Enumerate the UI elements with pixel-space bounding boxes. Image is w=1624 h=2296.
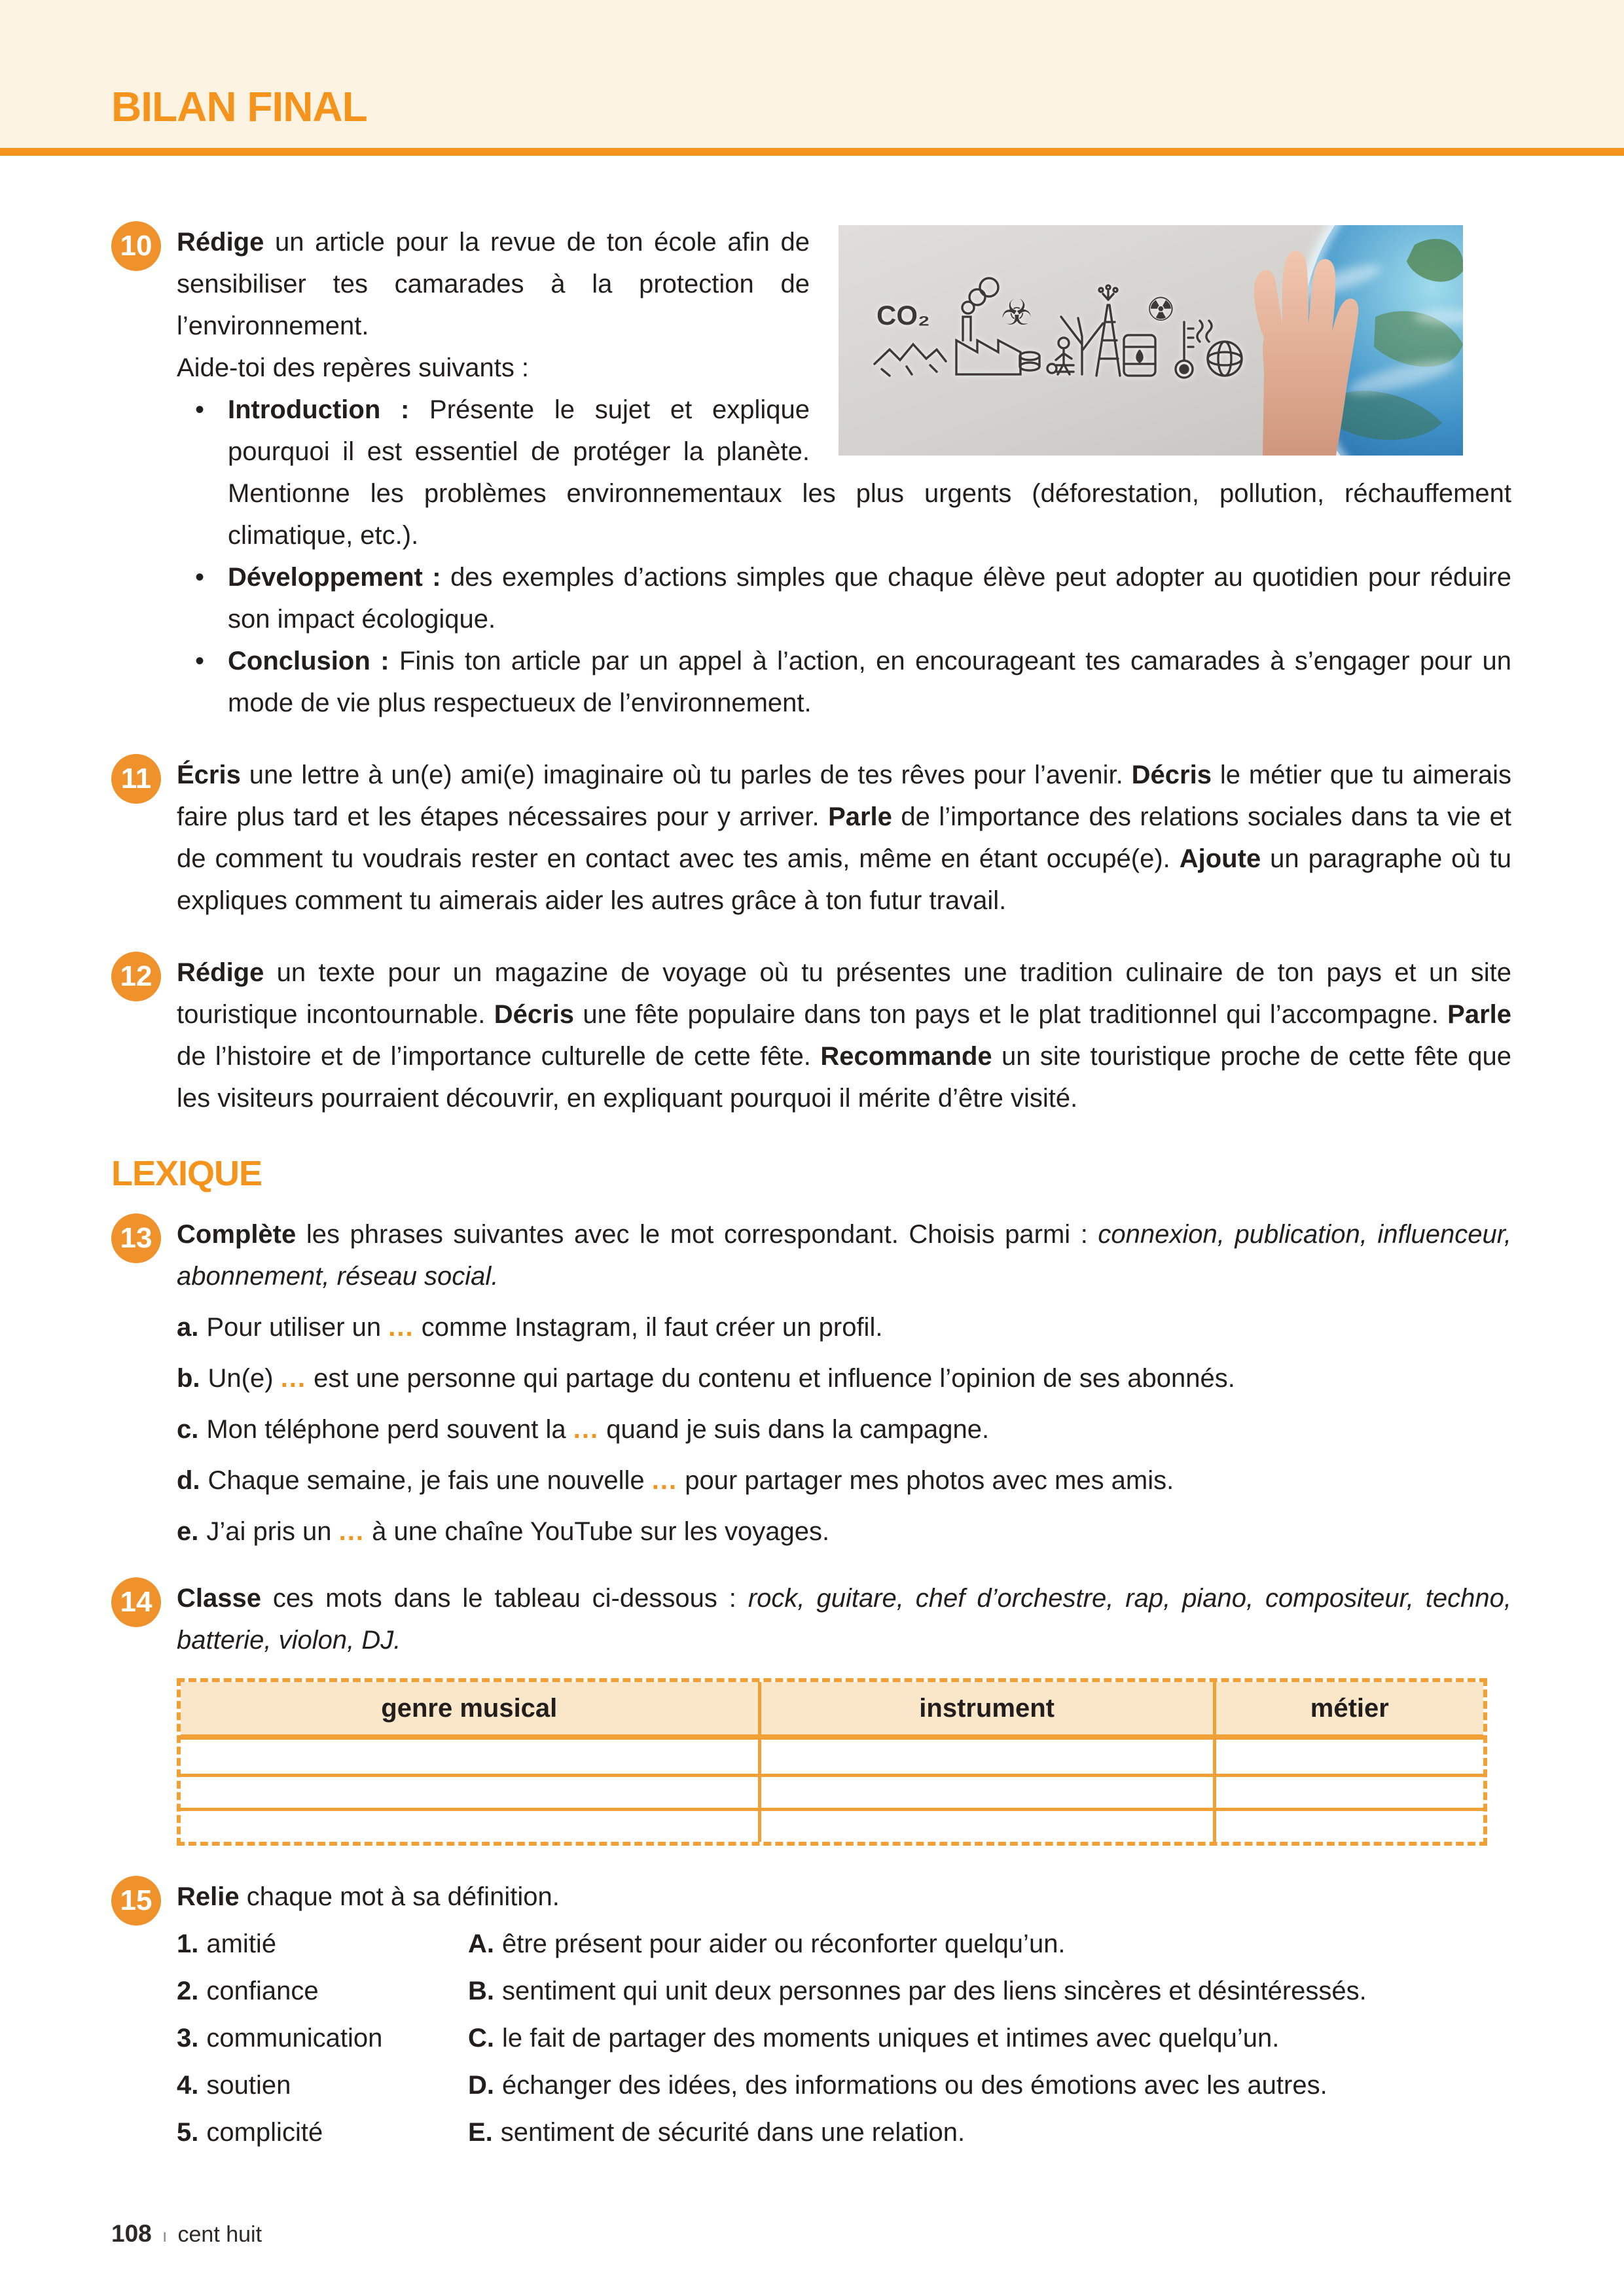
text-run: est une personne qui partage du contenu et influence l’opinion de ses abonnés. [306, 1364, 1235, 1393]
table-header-genre-musical: genre musical [181, 1682, 758, 1740]
exercise-number-badge: 12 [111, 952, 161, 1001]
table-cell-empty [1213, 1740, 1483, 1774]
text-run: ces mots dans le tableau ci-dessous : [261, 1584, 748, 1613]
keyword: Ajoute [1179, 844, 1261, 873]
item-number: 5. [177, 2118, 199, 2147]
exercise-number-badge: 14 [111, 1577, 161, 1627]
keyword: Relie [177, 1882, 240, 1911]
biohazard-icon: ☣ [1001, 293, 1033, 332]
text-run: Mon téléphone perd souvent la [206, 1415, 573, 1444]
footer-page-text: cent huit [177, 2222, 262, 2247]
item-label: d. [177, 1466, 200, 1495]
item-number: 3. [177, 2024, 199, 2053]
item-label: e. [177, 1517, 199, 1546]
table-cell-empty [181, 1740, 758, 1774]
definition-letter: B. [468, 1977, 494, 2005]
exercise-15 [111, 1876, 1511, 2153]
exercise-number-badge: 11 [111, 754, 161, 804]
blank-placeholder: ... [280, 1364, 307, 1393]
list-item-conclusion [177, 640, 1511, 724]
text-run: chaque mot à sa définition. [239, 1882, 560, 1911]
exercise-11 [111, 754, 1511, 922]
table-header-instrument: instrument [758, 1682, 1213, 1740]
exercise-14-intro [177, 1577, 1511, 1661]
keyword: Recommande [820, 1042, 992, 1071]
text-run: un site touristique proche de cette fête que les visiteurs pourraient découvrir, en expliquant pourquoi il mérite d’être visité. [177, 1042, 1511, 1113]
table-cell-empty [1213, 1808, 1483, 1842]
text-run: Présente le sujet et explique pourquoi il est essentiel de protéger la planète. Mentionne les problèmes environnementaux les plus urgents (déforestation, pollution, réchauffement climatique, etc.). [228, 395, 1511, 550]
word: amitié [206, 1929, 277, 1958]
text-run: Finis ton article par un appel à l’action, en encourageant tes camarades à s’engager pour un mode de vie plus respectueux de l’environnement. [228, 647, 1511, 717]
text-run: une lettre à un(e) ami(e) imaginaire où tu parles de tes rêves pour l’avenir. [240, 761, 1132, 789]
match-row-4 [177, 2064, 1511, 2106]
fill-in-item-b [177, 1357, 1511, 1399]
blank-placeholder: ... [338, 1517, 365, 1546]
exercise-11-body [177, 754, 1511, 922]
item-number: 1. [177, 1929, 199, 1958]
match-definition [468, 1923, 1511, 1965]
lexique-section-heading: LEXIQUE [111, 1154, 262, 1193]
exercise-15-body [177, 1876, 1511, 2153]
fill-in-item-a [177, 1306, 1511, 1348]
exercise-10-body [177, 221, 1511, 724]
exercise-number-badge: 13 [111, 1213, 161, 1263]
exercise-10-aide: Aide-toi des repères suivants : [177, 353, 530, 382]
classification-table [177, 1678, 1487, 1846]
text-run: Chaque semaine, je fais une nouvelle [208, 1466, 652, 1495]
keyword: Décris [494, 1000, 575, 1029]
match-definition [468, 2064, 1511, 2106]
text-run: une fête populaire dans ton pays et le plat traditionnel qui l’accompagne. [574, 1000, 1448, 1029]
exercise-number-badge: 10 [111, 221, 161, 271]
blank-placeholder: ... [388, 1313, 414, 1342]
keyword: Parle [1447, 1000, 1512, 1029]
keyword: Rédige [177, 228, 264, 257]
keyword: Rédige [177, 958, 264, 987]
definition-text: le fait de partager des moments uniques et intimes avec quelqu’un. [502, 2024, 1280, 2053]
text-run: à une chaîne YouTube sur les voyages. [365, 1517, 830, 1546]
match-row-3 [177, 2017, 1511, 2059]
text-run: un article pour la revue de ton école afin de sensibiliser tes camarades à la protection de l’environnement. [177, 228, 810, 340]
exercise-14 [111, 1577, 1511, 1846]
exercise-13-intro [177, 1213, 1511, 1297]
table-header-row [181, 1682, 1483, 1740]
table-cell-empty [1213, 1774, 1483, 1808]
text-run: le métier que tu aimerais faire plus tard et les étapes nécessaires pour y arriver. [177, 761, 1511, 831]
definition-text: sentiment de sécurité dans une relation. [500, 2118, 965, 2147]
text-run: les phrases suivantes avec le mot correspondant. Choisis parmi : [296, 1220, 1098, 1249]
match-word [177, 2017, 468, 2059]
match-definition [468, 2017, 1511, 2059]
table-row [181, 1740, 1483, 1774]
keyword: Parle [828, 802, 892, 831]
keyword: Développement : [228, 563, 441, 592]
keyword: Décris [1131, 761, 1212, 789]
table-cell-empty [758, 1774, 1213, 1808]
table-row [181, 1774, 1483, 1808]
match-row-1 [177, 1923, 1511, 1965]
table-cell-empty [758, 1740, 1213, 1774]
match-definition [468, 2111, 1511, 2153]
exercise-14-body [177, 1577, 1511, 1846]
reperes-list [177, 389, 1511, 724]
exercise-11-text [177, 754, 1511, 922]
match-word [177, 2111, 468, 2153]
text-run: Pour utiliser un [206, 1313, 389, 1342]
svg-text:CO₂: CO₂ [876, 300, 930, 331]
exercise-12-text [177, 952, 1511, 1119]
exercise-number-badge: 15 [111, 1876, 161, 1926]
word: soutien [206, 2071, 291, 2100]
bullet-icon: • [195, 563, 205, 592]
keyword: Complète [177, 1220, 297, 1249]
footer-page-number: 108 [111, 2220, 152, 2247]
table-cell-empty [181, 1774, 758, 1808]
text-run: un texte pour un magazine de voyage où tu présentes une tradition culinaire de ton pays et un site touristique incontournable. [177, 958, 1511, 1029]
table-row [181, 1808, 1483, 1842]
word: communication [206, 2024, 383, 2053]
header-band [0, 0, 1624, 156]
fill-in-item-e [177, 1511, 1511, 1552]
exercise-15-intro [177, 1876, 1511, 1918]
match-word [177, 2064, 468, 2106]
fill-in-item-c [177, 1408, 1511, 1450]
page-title: BILAN FINAL [111, 83, 367, 130]
item-label: c. [177, 1415, 199, 1444]
keyword: Conclusion : [228, 647, 389, 675]
text-run: de l’importance des relations sociales dans ta vie et de comment tu voudrais rester en contact avec tes amis, même en étant occupé(e). [177, 802, 1511, 873]
item-number: 2. [177, 1977, 199, 2005]
table-header-metier: métier [1213, 1682, 1483, 1740]
keyword: Introduction : [228, 395, 410, 424]
radiation-icon: ☢ [1146, 291, 1176, 328]
text-run: de l’histoire et de l’importance culturelle de cette fête. [177, 1042, 821, 1071]
footer-separator: ı [162, 2225, 168, 2246]
match-row-5 [177, 2111, 1511, 2153]
table-cell-empty [758, 1808, 1213, 1842]
word: complicité [206, 2118, 323, 2147]
word: confiance [206, 1977, 319, 2005]
bullet-icon: • [195, 647, 205, 675]
item-label: b. [177, 1364, 200, 1393]
word-choices: rock, guitare, chef d’orchestre, rap, piano, compositeur, techno, batterie, violon, DJ. [177, 1584, 1511, 1655]
definition-text: échanger des idées, des informations ou des émotions avec les autres. [502, 2071, 1327, 2100]
page-footer [111, 2220, 262, 2248]
list-item-developpement [177, 556, 1511, 640]
page-content [0, 221, 1624, 2153]
definition-letter: C. [468, 2024, 494, 2053]
keyword: Classe [177, 1584, 261, 1613]
exercise-10 [111, 221, 1511, 724]
text-run: J’ai pris un [206, 1517, 339, 1546]
text-run: comme Instagram, il faut créer un profil. [414, 1313, 883, 1342]
text-run: des exemples d’actions simples que chaque élève peut adopter au quotidien pour réduire son impact écologique. [228, 563, 1511, 634]
definition-letter: A. [468, 1929, 494, 1958]
exercise-12 [111, 952, 1511, 1119]
text-run: pour partager mes photos avec mes amis. [677, 1466, 1174, 1495]
exercise-13-body [177, 1213, 1511, 1552]
matching-list [177, 1923, 1511, 2153]
definition-text: sentiment qui unit deux personnes par des liens sincères et désintéressés. [502, 1977, 1367, 2005]
keyword: Écris [177, 761, 241, 789]
table-cell-empty [181, 1808, 758, 1842]
match-word [177, 1970, 468, 2012]
match-word [177, 1923, 468, 1965]
bullet-icon: • [195, 395, 205, 424]
exercise-13 [111, 1213, 1511, 1552]
word-choices: connexion, publication, influenceur, abonnement, réseau social. [177, 1220, 1512, 1291]
text-run: quand je suis dans la campagne. [599, 1415, 990, 1444]
exercise-12-body [177, 952, 1511, 1119]
item-number: 4. [177, 2071, 199, 2100]
fill-in-item-d [177, 1460, 1511, 1501]
match-row-2 [177, 1970, 1511, 2012]
list-item-introduction [177, 389, 1511, 556]
text-run: Un(e) [208, 1364, 281, 1393]
item-label: a. [177, 1313, 199, 1342]
blank-placeholder: ... [651, 1466, 678, 1495]
blank-placeholder: ... [573, 1415, 600, 1444]
definition-letter: D. [468, 2071, 494, 2100]
definition-text: être présent pour aider ou réconforter quelqu’un. [502, 1929, 1066, 1958]
match-definition [468, 1970, 1511, 2012]
text-run: un paragraphe où tu expliques comment tu aimerais aider les autres grâce à ton futur travail. [177, 844, 1511, 915]
definition-letter: E. [468, 2118, 493, 2147]
